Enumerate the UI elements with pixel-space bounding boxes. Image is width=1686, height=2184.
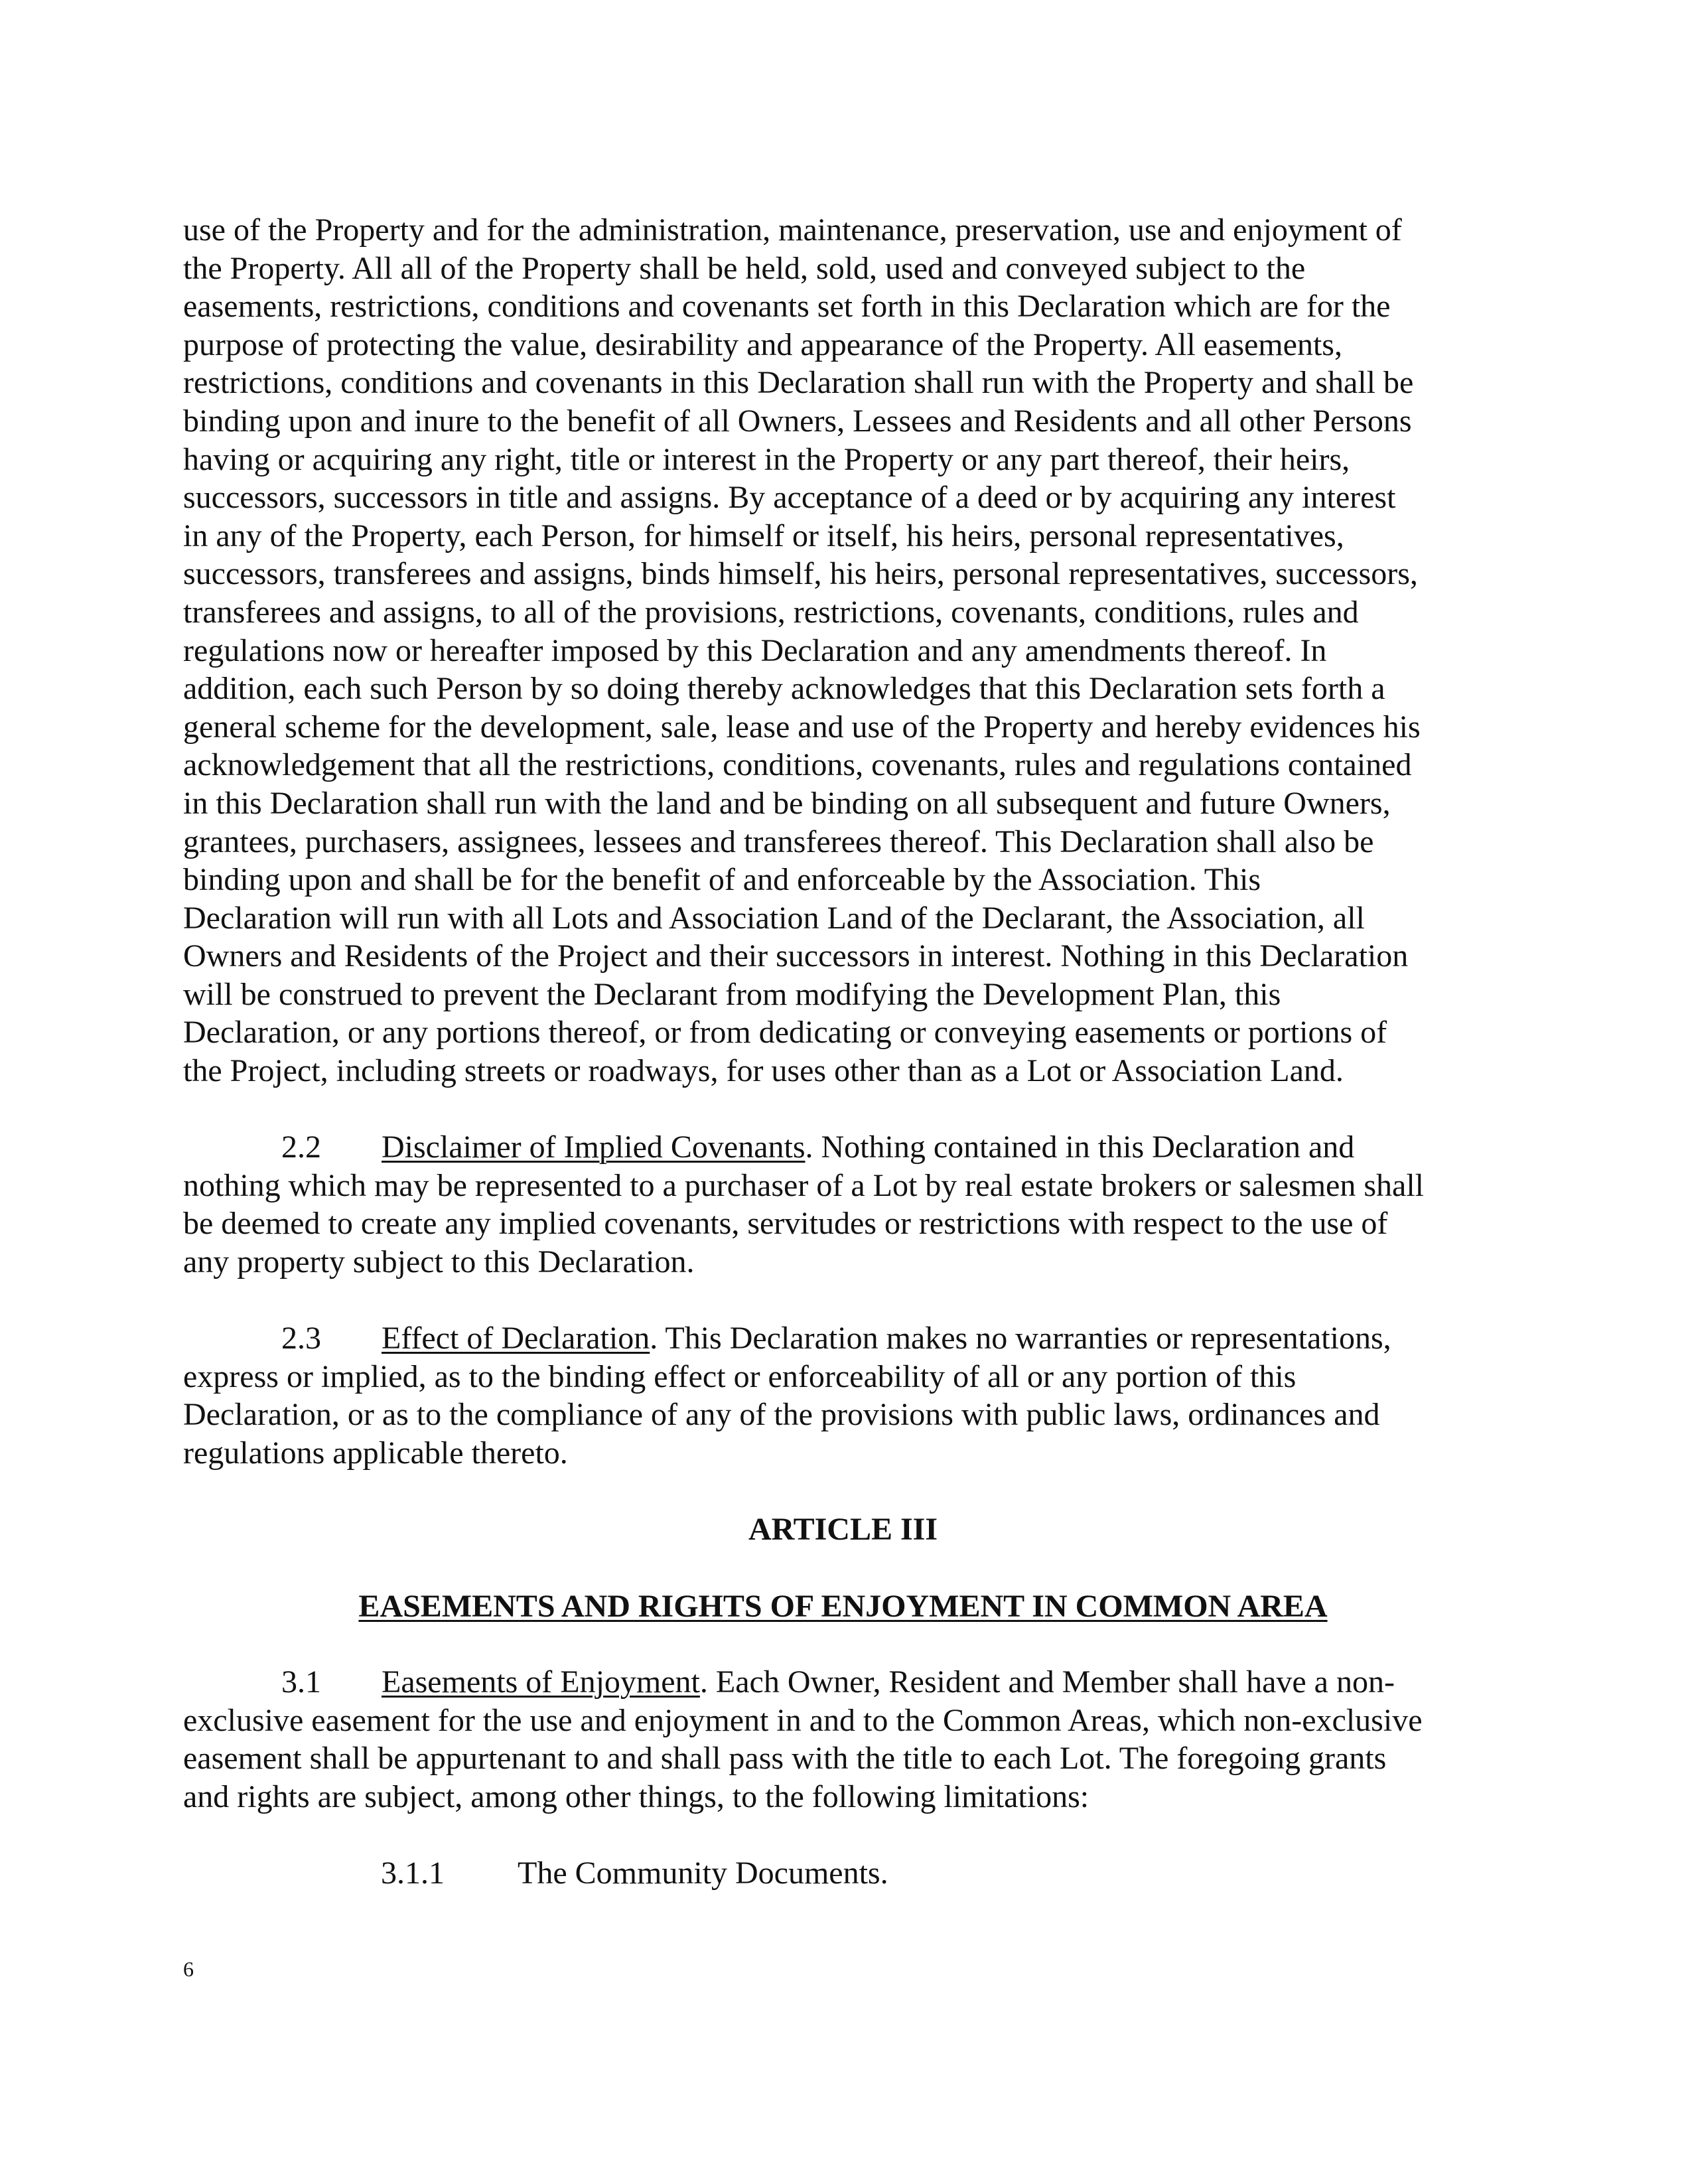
section-number: 2.3 — [281, 1321, 321, 1356]
section-title: Easements of Enjoyment — [382, 1664, 700, 1700]
text-line: Declaration will run with all Lots and Association Land of the Declarant, the Association, all — [183, 900, 1365, 936]
text-line: regulations now or hereafter imposed by this Declaration and any amendments thereof. In — [183, 632, 1327, 668]
text-line: binding upon and inure to the benefit of all Owners, Lessees and Residents and all other Persons — [183, 403, 1412, 439]
section-first-line — [183, 1663, 1484, 1702]
text-line: exclusive easement for the use and enjoyment in and to the Common Areas, which non-exclusive — [183, 1702, 1423, 1738]
text-line: in any of the Property, each Person, for himself or itself, his heirs, personal representatives, — [183, 518, 1344, 553]
text-line: the Project, including streets or roadways, for uses other than as a Lot or Association Land. — [183, 1053, 1344, 1089]
section-number: 3.1 — [281, 1664, 321, 1700]
text-line: use of the Property and for the administration, maintenance, preservation, use and enjoyment of — [183, 212, 1402, 248]
subsection-number: 3.1.1 — [381, 1856, 445, 1891]
section-number: 2.2 — [281, 1129, 321, 1165]
text-line: in this Declaration shall run with the land and be binding on all subsequent and future Owners, — [183, 785, 1391, 821]
text-line: having or acquiring any right, title or interest in the Property or any part thereof, their heirs, — [183, 441, 1350, 477]
section-title: Disclaimer of Implied Covenants — [382, 1129, 806, 1165]
text-line: successors, transferees and assigns, binds himself, his heirs, personal representatives, successors, — [183, 556, 1418, 592]
text-line: binding upon and shall be for the benefit of and enforceable by the Association. This — [183, 862, 1261, 898]
article-title-text: EASEMENTS AND RIGHTS OF ENJOYMENT IN COMMON AREA — [358, 1589, 1328, 1624]
article-title — [0, 1587, 1686, 1626]
section-first-line-text: . This Declaration makes no warranties or representations, — [650, 1321, 1391, 1356]
text-line: Owners and Residents of the Project and their successors in interest. Nothing in this Declaration — [183, 938, 1409, 974]
text-line: grantees, purchasers, assignees, lessees and transferees thereof. This Declaration shall also be — [183, 824, 1374, 859]
section-3-1 — [183, 1663, 1484, 1816]
text-line: any property subject to this Declaration. — [183, 1244, 695, 1279]
text-line: express or implied, as to the binding effect or enforceability of all or any portion of this — [183, 1358, 1297, 1394]
subsection-text: The Community Documents. — [518, 1856, 888, 1891]
text-line: regulations applicable thereto. — [183, 1435, 568, 1471]
text-line: the Property. All all of the Property shall be held, sold, used and conveyed subject to the — [183, 250, 1306, 286]
text-line: general scheme for the development, sale, lease and use of the Property and hereby evidences his — [183, 709, 1421, 745]
text-line: will be construed to prevent the Declarant from modifying the Development Plan, this — [183, 976, 1281, 1012]
section-3-1-1 — [183, 1854, 1484, 1893]
text-line: successors, successors in title and assigns. By acceptance of a deed or by acquiring any interest — [183, 480, 1396, 516]
section-first-line — [183, 1128, 1484, 1167]
text-line: addition, each such Person by so doing thereby acknowledges that this Declaration sets forth a — [183, 671, 1385, 707]
text-line: be deemed to create any implied covenants, servitudes or restrictions with respect to the use of — [183, 1206, 1388, 1242]
text-line: acknowledgement that all the restrictions, conditions, covenants, rules and regulations contained — [183, 747, 1412, 783]
text-line: Declaration, or as to the compliance of any of the provisions with public laws, ordinances and — [183, 1397, 1380, 1433]
section-first-line-text: . Each Owner, Resident and Member shall have a non- — [699, 1664, 1395, 1700]
section-title: Effect of Declaration — [382, 1321, 650, 1356]
article-label: ARTICLE III — [748, 1512, 938, 1547]
section-first-line-text: . Nothing contained in this Declaration and — [805, 1129, 1355, 1165]
text-line: easement shall be appurtenant to and shall pass with the title to each Lot. The foregoing grants — [183, 1741, 1387, 1777]
subsection-line — [183, 1854, 1484, 1893]
text-line: nothing which may be represented to a purchaser of a Lot by real estate brokers or salesmen shall — [183, 1167, 1425, 1203]
text-line: restrictions, conditions and covenants in this Declaration shall run with the Property and shall be — [183, 365, 1414, 401]
section-2-3 — [183, 1319, 1484, 1472]
text-line: and rights are subject, among other things, to the following limitations: — [183, 1779, 1089, 1814]
intro-paragraph — [183, 211, 1484, 1090]
section-2-2 — [183, 1128, 1484, 1281]
page-number: 6 — [183, 1957, 194, 1981]
text-line: easements, restrictions, conditions and covenants set forth in this Declaration which are for the — [183, 289, 1391, 325]
text-line: transferees and assigns, to all of the provisions, restrictions, covenants, conditions, rules and — [183, 594, 1359, 630]
text-line: Declaration, or any portions thereof, or from dedicating or conveying easements or portions of — [183, 1015, 1387, 1051]
text-line: purpose of protecting the value, desirability and appearance of the Property. All easements, — [183, 327, 1342, 362]
section-first-line — [183, 1319, 1484, 1358]
